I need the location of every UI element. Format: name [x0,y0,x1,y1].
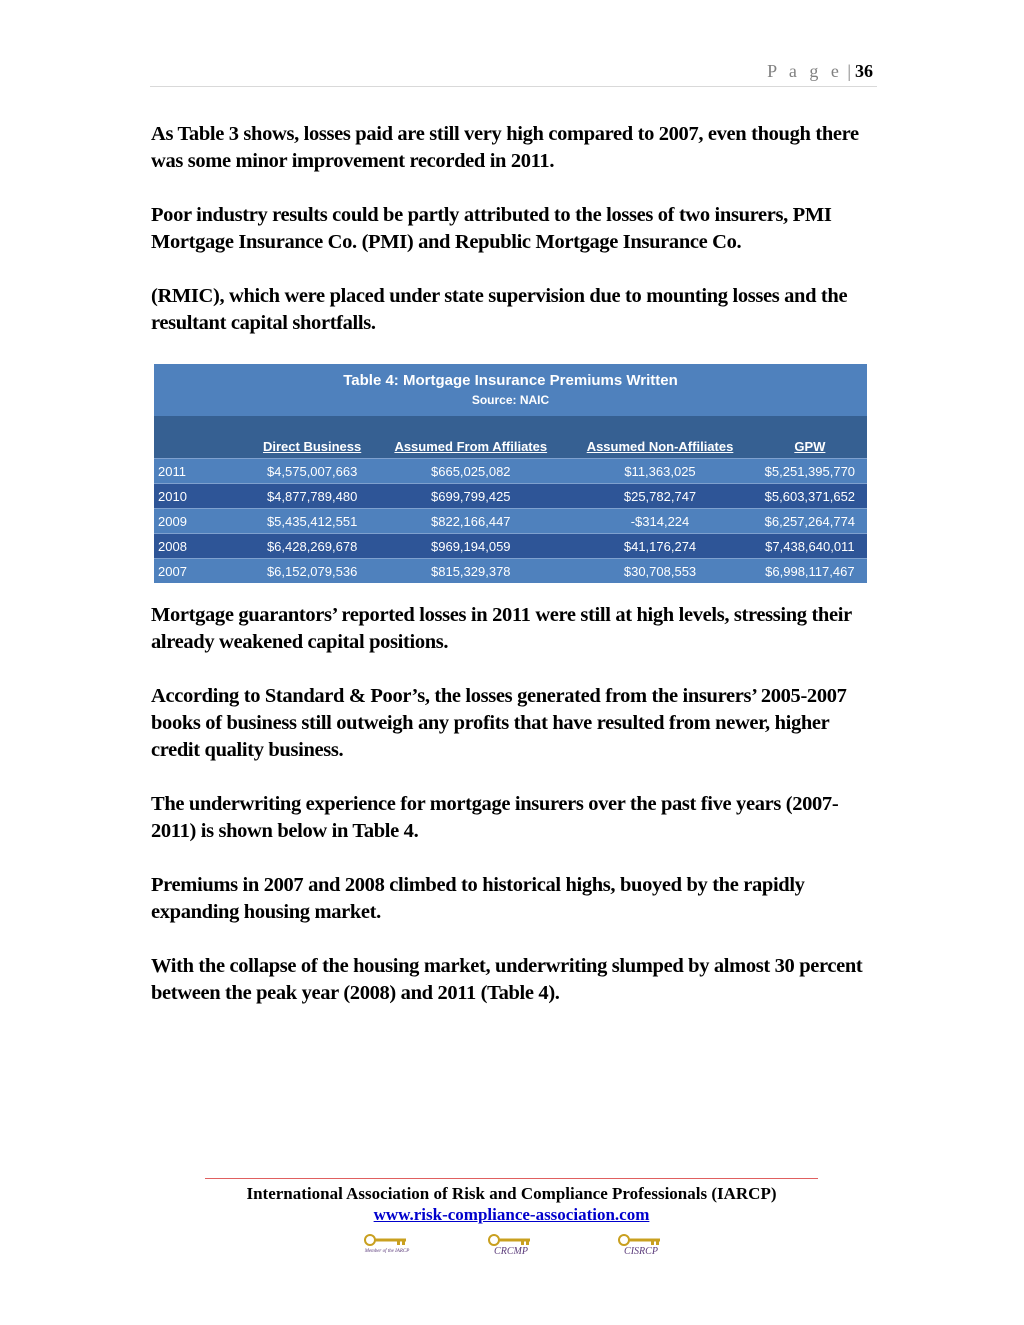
logo-label: CRCMP [494,1246,528,1257]
column-header: Assumed From Affiliates [374,416,567,459]
page-separator: | [847,61,851,81]
crcmp-logo [484,1232,538,1260]
table-row [154,559,867,584]
column-header: GPW [753,416,867,459]
table-row [154,509,867,534]
table-cell: $815,329,378 [374,559,567,584]
key-icon [488,1234,532,1246]
table-cell: $4,877,789,480 [250,484,374,509]
page-number [767,61,873,82]
table-cell: 2008 [154,534,250,559]
cisrcp-logo [614,1232,668,1260]
main-content [151,121,871,1034]
page-word: P a g e [767,61,843,81]
premiums-table [154,364,867,579]
table-cell: 2009 [154,509,250,534]
table-cell: 2011 [154,459,250,484]
member-logo [360,1232,414,1260]
column-header: Direct Business [250,416,374,459]
table-cell: $30,708,553 [567,559,752,584]
table-cell: $6,257,264,774 [753,509,867,534]
paragraph: (RMIC), which were placed under state supervision due to mounting losses and the resultant capital shortfalls. [151,285,848,334]
footer-logos [358,1232,668,1262]
table-cell: $5,251,395,770 [753,459,867,484]
table-cell: $6,998,117,467 [753,559,867,584]
column-header [154,416,250,459]
table-cell: $5,435,412,551 [250,509,374,534]
table-grid [154,416,867,583]
table-column-headers [154,416,867,459]
table-source: Source: NAIC [471,393,550,407]
table-cell: $25,782,747 [567,484,752,509]
table-cell: 2007 [154,559,250,584]
paragraph: Mortgage guarantors’ reported losses in 2011 were still at high levels, stressing their already weakened capital positions. [151,604,852,653]
key-icon [618,1234,662,1246]
table-row [154,459,867,484]
table-cell: $6,428,269,678 [250,534,374,559]
table-cell: $665,025,082 [374,459,567,484]
table-cell: 2010 [154,484,250,509]
paragraph: The underwriting experience for mortgage insurers over the past five years (2007-2011) is shown below in Table 4. [151,793,839,842]
table-row [154,534,867,559]
page-number-value: 36 [855,61,873,81]
paragraph: Premiums in 2007 and 2008 climbed to historical highs, buoyed by the rapidly expanding housing market. [151,874,805,923]
page-footer [205,1178,818,1225]
table-row [154,484,867,509]
table-cell: $5,603,371,652 [753,484,867,509]
key-icon [364,1234,408,1246]
logo-label: CISRCP [624,1246,658,1257]
table-cell: $11,363,025 [567,459,752,484]
logo-label: Member of the IARCP [364,1249,410,1254]
table-title: Table 4: Mortgage Insurance Premiums Written [343,372,678,389]
column-header: Assumed Non-Affiliates [567,416,752,459]
table-cell: $4,575,007,663 [250,459,374,484]
table-cell: $41,176,274 [567,534,752,559]
table-cell: $699,799,425 [374,484,567,509]
paragraph: Poor industry results could be partly attributed to the losses of two insurers, PMI Mortgage Insurance Co. (PMI) and Republic Mortgage Insurance Co. [151,204,832,253]
page-header [150,58,877,87]
table-cell: $6,152,079,536 [250,559,374,584]
table-header [154,364,867,416]
table-cell: -$314,224 [567,509,752,534]
paragraph: With the collapse of the housing market, underwriting slumped by almost 30 percent between the peak year (2008) and 2011 (Table 4). [151,955,863,1004]
table-cell: $7,438,640,011 [753,534,867,559]
paragraph: According to Standard & Poor’s, the losses generated from the insurers’ 2005-2007 books of business still outweigh any profits that have resulted from newer, higher credit quality business. [151,685,847,761]
footer-website-link[interactable]: www.risk-compliance-association.com [373,1205,650,1224]
footer-organization: International Association of Risk and Compliance Professionals (IARCP) [246,1184,777,1203]
paragraph: As Table 3 shows, losses paid are still very high compared to 2007, even though there was some minor improvement recorded in 2011. [151,123,859,172]
table-cell: $822,166,447 [374,509,567,534]
table-cell: $969,194,059 [374,534,567,559]
